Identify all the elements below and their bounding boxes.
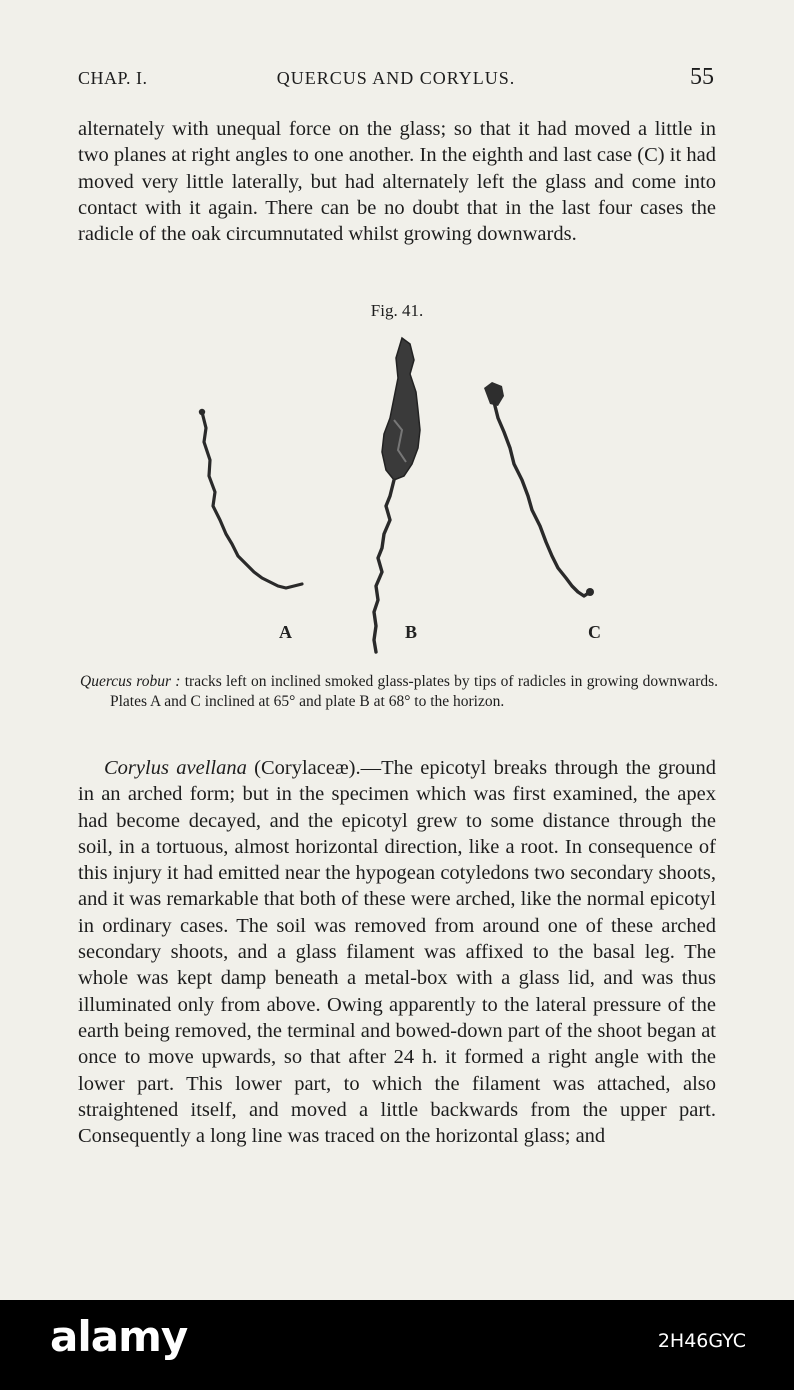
figure-caption: [80, 672, 718, 711]
page-title: QUERCUS AND CORYLUS.: [276, 68, 516, 88]
radicle-tracks-illustration: [180, 330, 630, 660]
chapter-label: CHAP. I.: [78, 68, 148, 88]
figure-41: [180, 330, 630, 660]
image-id: 2H46GYC: [657, 1330, 746, 1352]
brand-logo: alamy: [50, 1312, 188, 1361]
track-a: [202, 412, 302, 588]
paragraph-corylus: [78, 755, 716, 1149]
caption-text: tracks left on inclined smoked glass-plates by tips of radicles in growing downwards. Plates A and C inclined at 65° and plate B at 68° to the horizon.: [110, 673, 719, 710]
plate-label-c: C: [588, 622, 601, 642]
plate-label-a: A: [279, 622, 292, 642]
track-b-blot: [382, 338, 420, 480]
page-number: 55: [690, 64, 714, 90]
track-b: [374, 480, 394, 652]
track-c: [494, 402, 590, 596]
paragraph-corylus-text: (Corylaceæ).—The epicotyl breaks through the ground in an arched form; but in the specimen which was first examined, the apex had become decayed, and the epicotyl grew to some distance through the soil, in a tortuous, almost horizontal direction, like a root. In consequence of this injury it had emitted near the hypogean cotyledons two secondary shoots, and it was remarkable that both of these were arched, like the normal epicotyl in ordinary cases. The soil was removed from around one of these arched secondary shoots, and a glass filament was affixed to the basal leg. The whole was kept damp beneath a metal-box with a glass lid, and was thus illuminated only from above. Owing apparently to the lateral pressure of the earth being removed, the terminal and bowed-down part of the shoot began at once to move upwards, so that after 24 h. it formed a right angle with the lower part. This lower part, to which the filament was attached, also straightened itself, and moved a little backwards from the upper part. Consequently a long line was traced on the horizontal glass; and: [78, 757, 717, 1148]
running-head: [78, 64, 714, 94]
figure-label: Fig. 41.: [370, 301, 424, 320]
plate-label-b: B: [405, 622, 418, 642]
caption-species: Quercus robur :: [80, 673, 181, 690]
species-name: Corylus avellana: [104, 757, 247, 779]
paragraph-oak-radicle: alternately with unequal force on the glass; so that it had moved a little in two planes at right angles to one another. In the eighth and last case (C) it had moved very little laterally, but had alternately left the glass and come into contact with it again. There can be no doubt that in the last four cases the radicle of the oak circumnutated whilst growing downwards.: [78, 118, 716, 246]
